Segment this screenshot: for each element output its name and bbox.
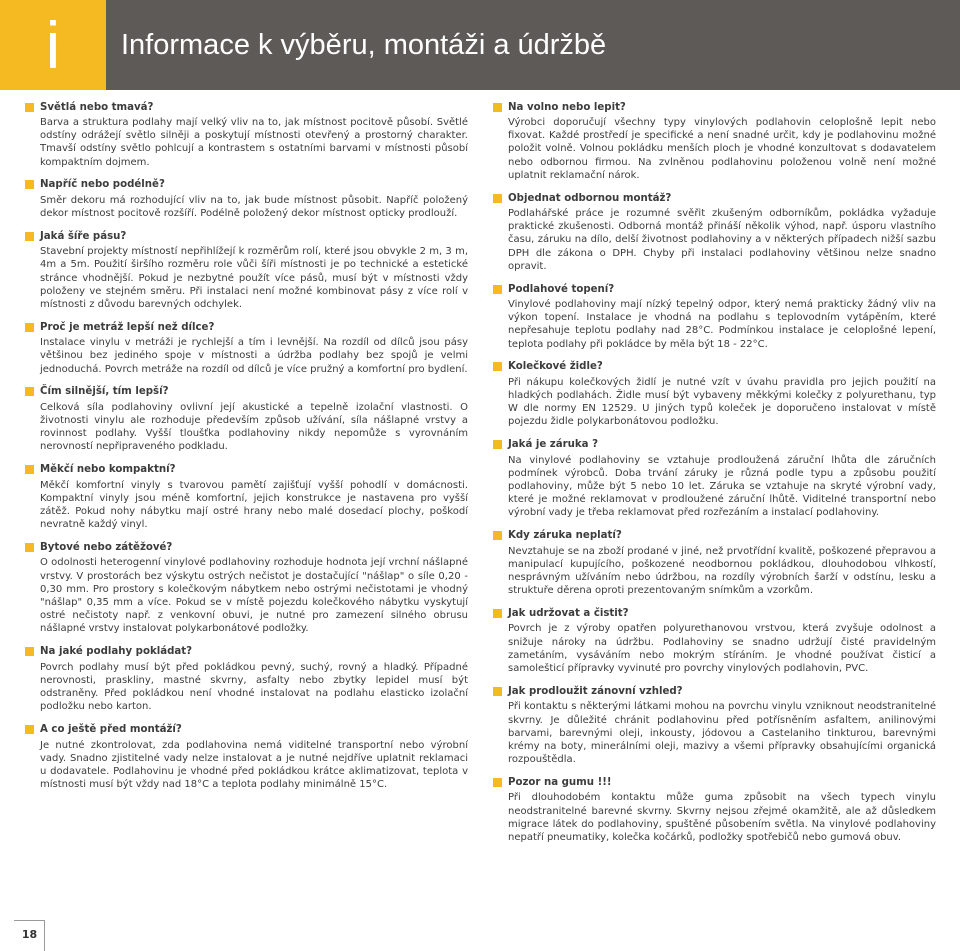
square-bullet-icon (493, 194, 502, 203)
section-title: Napříč nebo podélně? (40, 179, 165, 191)
section-heading (25, 178, 468, 192)
section-body: Stavební projekty místností nepřihlížejí k rozměrům rolí, které jsou obvykle 2 m, 3 m, 4m a 5m. Použití širšího rozměru role vůči šíři místnosti je po technické a estetické stránce vhodnější. Pokud je nezbytné použít více pásů, musí být v místnosti vždy položeny ve stejném směru. Při instalaci není možné kombinovat pásy z více rolí v místnosti z důvodu barevných odchylek. (40, 246, 468, 311)
section-title: A co ještě před montáží? (40, 724, 182, 735)
section-body: Směr dekoru má rozhodující vliv na to, jak bude místnost působit. Napříč položený dekor místnost pocitově rozšíří. Podélně položený dekor místnost opticky prodlouží. (40, 194, 468, 220)
section-heading (493, 529, 936, 543)
section-heading (25, 100, 468, 114)
faq-section (25, 723, 468, 792)
section-title: Kolečkové židle? (508, 361, 603, 373)
faq-section (493, 360, 936, 429)
faq-section (493, 775, 936, 844)
faq-section (493, 684, 936, 766)
square-bullet-icon (25, 232, 34, 241)
section-title: Čím silnější, tím lepší? (40, 386, 169, 398)
section-title: Objednat odbornou montáž? (508, 192, 672, 204)
section-body: Měkčí komfortní vinyly s tvarovou pamětí zajišťují vyšší pohodlí v domácnosti. Kompaktní vinyly jsou méně komfortní, jejich konstrukce je nastavena pro vyšší zátěž. Pokud nohy nábytku mají ostré hrany nebo malé dosedací plochy, poškodí nevratně každý vinyl. (40, 479, 468, 531)
section-heading (493, 100, 936, 114)
faq-section (25, 229, 468, 311)
section-body: Při kontaktu s některými látkami mohou na povrchu vinylu vzniknout neodstranitelné skvrny. Je důležité chránit podlahovinu před potřísněním asfaltem, anilinovými barvami, barevnými oleji, inkousty, jódovou a Castelaniho tinkturou, barevnými krémy na boty, minerálními oleji, mazivy a všemi přípravky obsahujícími organická rozpouštědla. (508, 701, 936, 766)
section-body: Při dlouhodobém kontaktu může guma způsobit na všech typech vinylu neodstranitelné barevné skvrny. Skvrny nejsou zřejmé okamžitě, ale až důsledkem migrace látek do podlahoviny, spuštěné působením světla. Na vinylové podlahoviny nepatří pneumatiky, kolečka kočárků, podložky spotřebičů nebo gumová obuv. (508, 792, 936, 843)
section-heading (493, 684, 936, 698)
square-bullet-icon (493, 609, 502, 618)
faq-section (25, 463, 468, 532)
section-body: Při nákupu kolečkových židlí je nutné vzít v úvahu pravidla pro jejich použití na hladkých podlahách. Židle musí být vybaveny měkkými kolečky z polyurethanu, typ W dle normy EN 12529. U jiných typů koleček je doporučeno instalovat v místě pojezdu židle polykarbonátovou podložku. (508, 376, 936, 428)
square-bullet-icon (25, 543, 34, 552)
section-heading (25, 723, 468, 737)
section-body: Je nutné zkontrolovat, zda podlahovina nemá viditelné transportní nebo výrobní vady. Snadno zjistitelné vady nelze instalovat a je nutné nejdříve uplatnit reklamaci u dodavatele. Podlahovinu je vhodné před pokládkou krátce aklimatizovat, teplota v místnosti musí být vždy nad 18°C a teplota podlahy minimálně 15°C. (40, 739, 468, 791)
section-title: Pozor na gumu !!! (508, 776, 612, 788)
faq-section (493, 191, 936, 273)
faq-section (25, 178, 468, 220)
section-body: Na vinylové podlahoviny se vztahuje prodloužená záruční lhůta dle záručních podmínek výrobců. Doba trvání záruky je různá podle typu a způsobu použití podlahoviny, může být 5 nebo 10 let. Záruka se vztahuje na skryté výrobní vady, které je možné reklamovat v prodloužené záruční lhůtě. Viditelné transportní nebo výrobní vady je třeba reklamovat před rozřezáním a instalací podlahoviny. (508, 454, 936, 519)
square-bullet-icon (25, 387, 34, 396)
section-title: Bytové nebo zátěžové? (40, 541, 173, 553)
section-heading (493, 438, 936, 452)
section-body: O odolnosti heterogenní vinylové podlahoviny rozhoduje hodnota její vrchní nášlapné vrstvy. V prostorách bez výskytu ostrých nečistot je dostačující "nášlap" o síle 0,20 - 0,30 mm. Pro prostory s kolečkovým nábytkem nebo ostrými nečistotami je vhodný "nášlap" 0,35 mm a více. Pokud se v místě pojezdu kolečkového nábytku vyskytují ostré nečistoty např. z venkovní obuvi, je nutné pro zamezení silného obrusu nášlapné vrstvy instalovat polykarbonátové podložky. (40, 557, 468, 635)
section-body: Nevztahuje se na zboží prodané v jiné, než prvotřídní kvalitě, poškozené přepravou a manipulací kupujícího, poškozené neodbornou pokládkou, dlouhodobou vlhkostí, nesprávným užíváním nebo údržbou, na rozdíly výrobních šarží v odstínu, lesku a struktuře děrena oproti prezentovaným snímkům a vzorkům. (508, 545, 936, 597)
faq-section (25, 385, 468, 454)
square-bullet-icon (493, 362, 502, 371)
section-heading (493, 191, 936, 205)
section-title: Proč je metráž lepší než dílce? (40, 321, 215, 333)
faq-section (493, 282, 936, 351)
square-bullet-icon (25, 103, 34, 112)
info-icon: i (45, 8, 61, 82)
square-bullet-icon (25, 647, 34, 656)
square-bullet-icon (493, 440, 502, 449)
section-body: Povrch podlahy musí být před pokládkou pevný, suchý, rovný a hladký. Případné nerovnosti, praskliny, mastné skvrny, asfalty nebo zbytky lepidel musí být odstraněny. Před pokládkou není vhodné instalovat na podlahu elasticko izolační podložku nebo karton. (40, 661, 468, 713)
faq-section (493, 100, 936, 182)
section-body: Barva a struktura podlahy mají velký vliv na to, jak místnost pocitově působí. Světlé odstíny odrážejí světlo silněji a poskytují místnosti otevřený a prostorný charakter. Tmavší odstíny světlo pohlcují a kontrastem s ostatními barvami v místnosti působí kompaktním dojmem. (40, 117, 468, 168)
square-bullet-icon (493, 778, 502, 787)
section-title: Jaká je záruka ? (508, 439, 598, 451)
section-heading (493, 775, 936, 789)
section-title: Měkčí nebo kompaktní? (40, 464, 176, 476)
square-bullet-icon (493, 687, 502, 696)
section-title: Jaká šíře pásu? (40, 230, 127, 242)
section-body: Výrobci doporučují všechny typy vinylových podlahovin celoplošně lepit nebo fixovat. Každé prostředí je specifické a není snadné určit, kdy je podlahovinu možné položit volně. Volnou pokládku menších ploch je vhodné konzultovat s dodavatelem nebo odbornou firmou. Na zvlněnou podlahovinu položenou volně není možné uplatnit reklamační nárok. (508, 117, 936, 181)
square-bullet-icon (25, 465, 34, 474)
square-bullet-icon (493, 285, 502, 294)
square-bullet-icon (25, 180, 34, 189)
page-title: Informace k výběru, montáži a údržbě (121, 29, 607, 61)
info-icon-box (0, 0, 106, 90)
section-body: Povrch je z výroby opatřen polyurethanovou vrstvou, která zvyšuje odolnost a snižuje nároky na údržbu. Podlahoviny se snadno udržují čisté pravidelným zametáním, vysáváním nebo mokrým stíráním. Je vhodné používat čisticí a samolešticí přípravky vyvinuté pro povrchy vinylových podlahovin, PVC. (508, 623, 936, 675)
faq-section (25, 645, 468, 714)
right-column (493, 100, 936, 853)
section-heading (25, 540, 468, 554)
section-heading (493, 282, 936, 296)
section-title: Jak udržovat a čistit? (508, 607, 629, 619)
faq-section (493, 438, 936, 520)
section-title: Na jaké podlahy pokládat? (40, 646, 193, 658)
faq-section (25, 320, 468, 376)
section-title: Na volno nebo lepit? (508, 101, 626, 113)
section-body: Podlahářské práce je rozumné svěřit zkušeným odborníkům, pokládka vyžaduje praktické zkušenosti. Odborná montáž přináší několik výhod, např. úsporu vlastního času, záruku na dílo, delší životnost podlahoviny a v některých případech nižší sazbu DPH dle zákona o DPH. Chyby při instalaci podlahoviny většinou nelze snadno opravit. (508, 208, 936, 272)
faq-section (25, 540, 468, 635)
section-title: Podlahové topení? (508, 283, 615, 295)
section-body: Vinylové podlahoviny mají nízký tepelný odpor, který nemá prakticky žádný vliv na výkon topení. Instalace je vhodná na podlahu s teplovodním vytápěním, které nepřesahuje teplotu podlahy nad 28°C. Podmínkou instalace je celoplošné lepení, teplota podlahy při pokládce by měla být 18 - 22°C. (508, 299, 936, 350)
section-title: Kdy záruka neplatí? (508, 530, 622, 542)
section-title: Jak prodloužit zánovní vzhled? (508, 685, 683, 697)
square-bullet-icon (493, 103, 502, 112)
section-heading (25, 385, 468, 399)
square-bullet-icon (493, 531, 502, 540)
left-column (25, 100, 468, 800)
page-header (0, 0, 960, 90)
square-bullet-icon (25, 323, 34, 332)
faq-section (25, 100, 468, 169)
section-heading (493, 360, 936, 374)
section-heading (25, 229, 468, 243)
section-heading (25, 320, 468, 334)
section-heading (25, 645, 468, 659)
faq-section (493, 606, 936, 675)
section-title: Světlá nebo tmavá? (40, 101, 154, 113)
square-bullet-icon (25, 725, 34, 734)
section-heading (493, 606, 936, 620)
page-number: 18 (21, 928, 38, 941)
section-heading (25, 463, 468, 477)
section-body: Celková síla podlahoviny ovlivní její akustické a tepelně izolační vlastnosti. O životnosti vinylu ale rozhoduje především způsob užívání, síla nášlapné vrstvy a rovinnost podlahy. Vyšší tloušťka podlahoviny nikdy nepomůže s vyrovnáním nerovností nepřipraveného podkladu. (40, 401, 468, 453)
section-body: Instalace vinylu v metráži je rychlejší a tím i levnější. Na rozdíl od dílců jsou pásy většinou bez jediného spoje v místnosti a údržba podlahy bez spojů je velmi jednoduchá. Povrch metráže na rozdíl od dílců je více pružný a komfortní pro bydlení. (40, 337, 468, 375)
faq-section (493, 529, 936, 598)
